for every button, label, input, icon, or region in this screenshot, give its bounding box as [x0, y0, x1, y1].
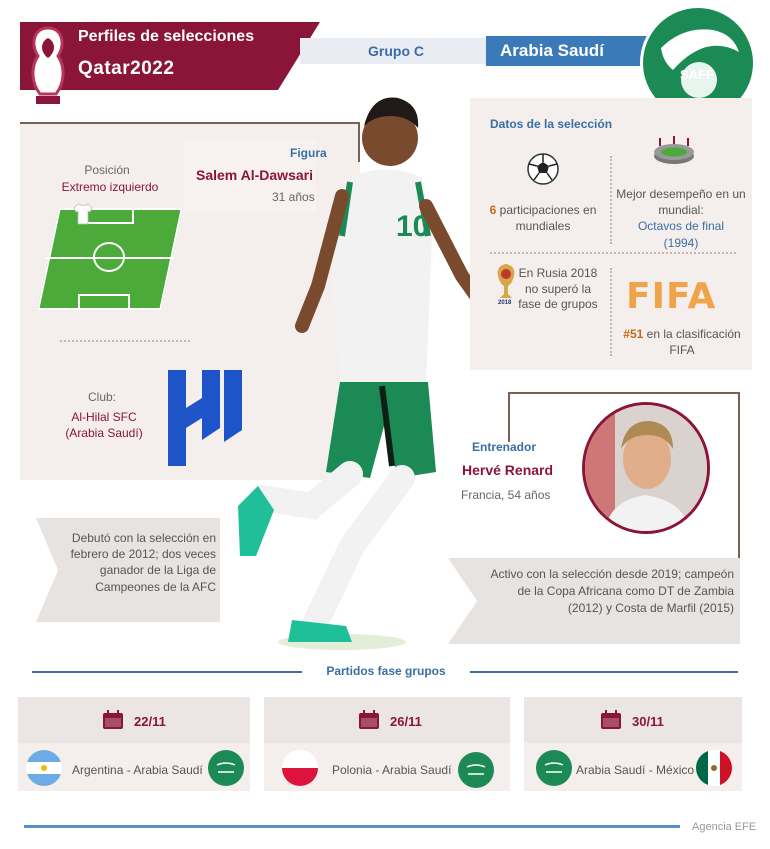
poland-flag-icon	[282, 750, 318, 786]
best-performance-label: Mejor desempeño en un mundial:	[616, 187, 746, 218]
participations-text	[484, 202, 602, 234]
player-age: 31 años	[272, 190, 315, 204]
participations-number: 6	[489, 203, 497, 217]
group-label: Grupo C	[368, 43, 424, 59]
divider	[470, 671, 738, 673]
ranking-number: #51	[623, 327, 644, 341]
stadium-icon	[652, 134, 696, 170]
match-date: 30/11	[632, 714, 664, 729]
event-logo: Qatar2022	[78, 58, 175, 79]
divider	[490, 252, 736, 254]
credit: Agencia EFE	[692, 821, 757, 833]
team-data-title: Datos de la selección	[490, 117, 613, 131]
divider	[508, 392, 740, 394]
coach-photo	[582, 402, 710, 534]
svg-text:2018: 2018	[498, 300, 512, 304]
saudi-flag-icon	[536, 750, 572, 786]
divider	[60, 340, 190, 342]
best-performance	[614, 186, 748, 251]
best-performance-value: Octavos de final	[637, 219, 725, 234]
header-title: Perfiles de selecciones	[78, 28, 255, 45]
svg-text:10: 10	[396, 210, 430, 243]
russia-text: En Rusia 2018 no superó la fase de grupos	[518, 266, 598, 312]
divider	[610, 268, 612, 356]
match-date: 26/11	[390, 714, 422, 729]
argentina-flag-icon	[26, 750, 62, 786]
position-value: Extremo izquierdo	[61, 180, 159, 194]
match-teams: Polonia - Arabia Saudí	[332, 763, 452, 777]
world-cup-russia-icon	[494, 262, 518, 304]
best-performance-year: (1994)	[663, 235, 699, 250]
saudi-flag-icon	[208, 750, 244, 786]
match-card-header	[264, 697, 510, 743]
coach-bio: Activo con la selección desde 2019; campeón de la Copa Africana como DT de Zambia (2012) y Costa de Marfil (2015)	[490, 567, 734, 615]
coach-name: Hervé Renard	[462, 462, 554, 478]
divider	[610, 156, 612, 244]
shirt-icon	[71, 202, 95, 226]
match-date: 22/11	[134, 714, 166, 729]
field-center-circle	[93, 242, 125, 272]
divider	[508, 392, 510, 442]
calendar-icon	[358, 710, 380, 730]
mexico-flag-icon	[696, 750, 732, 786]
ranking-text	[622, 326, 742, 358]
saudi-flag-icon	[458, 752, 494, 788]
world-cup-emblem-icon	[26, 24, 70, 112]
club-country-text: (Arabia Saudí)	[65, 425, 143, 440]
calendar-icon	[600, 710, 622, 730]
figure-label: Figura	[290, 146, 327, 160]
club-label: Club:	[88, 390, 117, 404]
coach-label: Entrenador	[472, 440, 537, 454]
participations-label: participaciones en mundiales	[499, 203, 597, 234]
coach-info: Francia, 54 años	[461, 488, 551, 502]
saff-label: SAFF	[680, 67, 714, 82]
fifa-logo: FIFA	[626, 276, 717, 317]
divider	[738, 392, 740, 562]
player-name: Salem Al-Dawsari	[196, 167, 313, 183]
calendar-icon	[102, 710, 124, 730]
coach-portrait	[585, 405, 707, 531]
match-teams: Argentina - Arabia Saudí	[72, 763, 203, 777]
field-box	[78, 294, 130, 308]
club-name-text: Al-Hilal SFC	[71, 410, 137, 424]
divider	[32, 671, 302, 673]
club-name	[54, 410, 154, 441]
footer-line	[24, 825, 680, 828]
matches-title: Partidos fase grupos	[326, 664, 446, 678]
position-label: Posición	[84, 163, 130, 177]
country-label: Arabia Saudí	[500, 41, 604, 60]
football-icon	[526, 152, 560, 186]
match-teams: Arabia Saudí - México	[576, 763, 695, 777]
debut-text: Debutó con la selección en febrero de 2012; dos veces ganador de la Liga de Campeones de la AFC	[70, 531, 216, 594]
ranking-label: en la clasificación FIFA	[646, 327, 741, 358]
